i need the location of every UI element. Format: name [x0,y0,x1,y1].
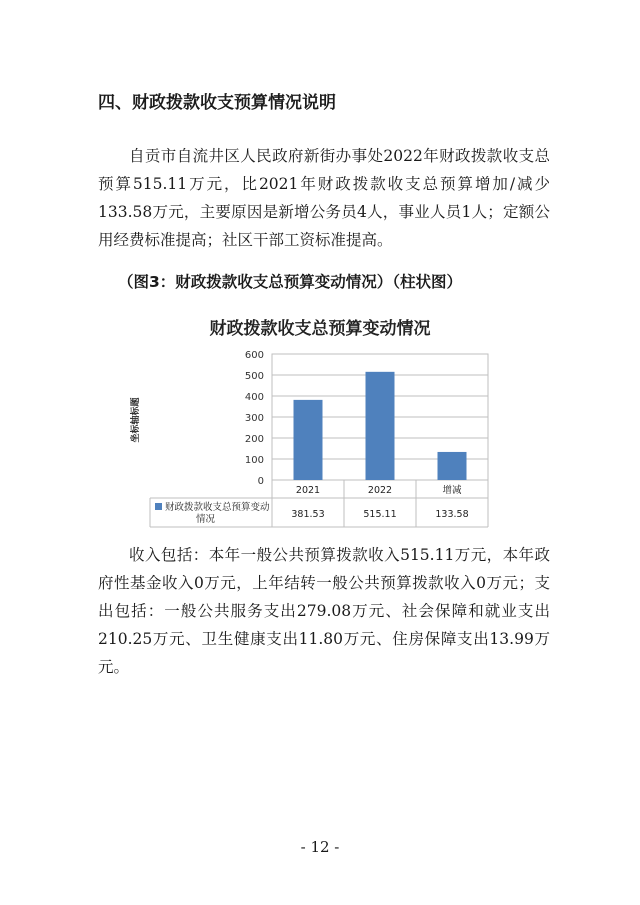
data-label: 515.11 [363,509,397,520]
x-tick-label: 2021 [295,485,321,496]
bar [438,452,467,480]
legend-swatch [155,503,162,510]
chart-title: 财政拨款收支总预算变动情况 [209,319,431,339]
paragraph-income-expense: 收入包括：本年一般公共预算拨款收入515.11万元，本年政府性基金收入0万元，上年结转一般公共预算拨款收入0万元；支出包括：一般公共服务支出279.08万元、社会保障和就业支出210.25万元、卫生健康支出11.80万元、住房保障支出13.99万元。 [98,546,550,676]
bar [366,372,395,480]
y-tick-label: 600 [244,350,264,361]
legend-label: 情况 [196,514,216,525]
y-tick-label: 500 [244,371,264,382]
y-tick-label: 200 [244,434,264,445]
y-axis-title: 坐标轴标题 [131,397,141,443]
page-number: - 12 - [300,838,340,856]
y-tick-label: 0 [257,476,264,487]
paragraph-budget-summary: 自贡市自流井区人民政府新街办事处2022年财政拨款收支总预算515.11万元，比2021年财政拨款收支总预算增加/减少133.58万元，主要原因是新增公务员4人，事业人员1人；定额公用经费标准提高；社区干部工资标准提高。 [98,147,550,249]
data-label: 133.58 [435,509,469,520]
data-label: 381.53 [291,509,325,520]
legend-label: 财政拨款收支总预算变动 [165,502,270,513]
y-tick-label: 300 [244,413,264,424]
x-tick-label: 2022 [367,485,393,496]
figure-caption: （图3：财政拨款收支总预算变动情况）（柱状图） [118,273,463,291]
y-tick-label: 100 [244,455,264,466]
section-heading: 四、财政拨款收支预算情况说明 [98,93,336,113]
y-tick-label: 400 [244,392,264,403]
bar [294,400,323,480]
x-tick-label: 增减 [442,485,462,496]
